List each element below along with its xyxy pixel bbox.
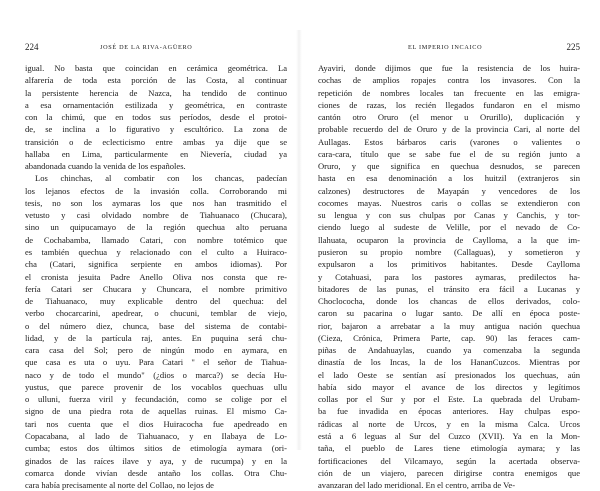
right-page-text (318, 62, 580, 491)
text-line: transición o de eclecticismo entre ambas ya dije que se (25, 136, 287, 147)
text-line: vetusto y casi olvidado nombre de Tiahuanaco (Chucara), (25, 210, 287, 221)
text-line: ginados de las raíces ilave y aya, y de rucumpa) y en la (25, 455, 287, 466)
text-line: avanzaran del lado meridional. En el centro, arriba de Ve- (318, 480, 516, 491)
text-line: repetición de nombres locales tan frecuente en las emigra- (318, 87, 580, 98)
text-line: cocomes mayas. Nuestros caris o collas se extendieron con (318, 197, 580, 208)
text-line: Aullagas. Estos bárbaros caris (varones o valientes o (318, 136, 580, 147)
text-line: o del número diez, chunca, base del sistema de contabi- (25, 320, 287, 331)
book-gutter (296, 30, 302, 450)
right-running-head: EL IMPERIO INCAICO (408, 44, 483, 51)
text-line: el cronista jesuita Padre Anello Oliva nos consta que re- (25, 271, 287, 282)
text-line: los lejanos efectos de la invasión colla. Corroborando mi (25, 185, 287, 196)
text-line: fortificaciones del Vilcamayo, según la acertada observa- (318, 455, 580, 466)
text-line: cara-cara, título que se sabe fue el de su región junto a (318, 148, 580, 159)
text-line: de Cochabamba, llamado Catari, con nombre totémico que (25, 234, 287, 245)
text-line: comarca donde vivían desde antaño los collas. Otra Chu- (25, 467, 287, 478)
text-line: (Cieza, Crónica, Primera Parte, cap. 90) las feraces cam- (318, 332, 580, 343)
text-line: rior, bajaron a arrebatar a la muy antigua nación quechua (318, 320, 580, 331)
text-line: de, se inclina a lo figurativo y escultórico. La zona de (25, 124, 287, 135)
text-line: y Cotahuasi, para los pastores aymaras, predilectos ha- (318, 271, 580, 282)
text-line: Copacabana, al lado de Tiahuanaco, y en Ilabaya de Lo- (25, 430, 287, 441)
left-page (25, 40, 287, 491)
text-line: naco y de todo el mundo" (¿dios o marca?) se decía Hu- (25, 369, 287, 380)
text-line: igual. No basta que coincidan en cerámica geométrica. La (25, 63, 287, 73)
text-line: de Tiahuanaco, muy explicable dentro del quechua: del (25, 296, 287, 307)
text-line: lidad, y de la partícula raj, antes. En puquina será chu- (25, 332, 287, 343)
left-page-text (25, 62, 287, 491)
text-line: bitadores de las punas, el tránsito era fácil a Lucanas y (318, 283, 580, 294)
text-line: dinastía de los Incas, la de los HananCuzcos. Mientras por (318, 357, 580, 368)
text-line: su lengua y con sus chulpas por Canas y Canchis, y tor- (318, 210, 580, 221)
text-line: cara había precisamente al norte del Collao, no lejos de (25, 480, 214, 491)
text-line: a esa ornamentación estilizada y geométrica, en contraste (25, 99, 287, 110)
text-line: había sido mayor el avance de los directos y legítimos (318, 381, 580, 392)
text-line: el lado Oeste se sentían así presionados los quechuas, aún (318, 369, 580, 380)
text-line: rádicas al norte de Urcos, y en la misma Calca. Urcos (318, 418, 580, 429)
text-line: con la chimú, que en todos sus períodos, desde el protoi- (25, 112, 287, 123)
text-line: Oruro, y que significa en quechua desnudos, se parecen (318, 161, 580, 172)
text-line: ba fue invadida en épocas anteriores. Hay chulpas espo- (318, 406, 580, 417)
left-page-header (25, 40, 287, 54)
text-line: piñas de Andahuaylas, cuando ya comenzaba la segunda (318, 345, 580, 356)
text-line: cha (Catari, significa serpiente en ambos idiomas). Por (25, 259, 287, 270)
text-line: cantón otro Oruro (el menor u Orurillo), duplicación y (318, 112, 580, 123)
text-line: alfarería de toda esta porción de las Costa, al continuar (25, 75, 287, 86)
text-line: abandonada cuando la venida de los españoles. (25, 161, 186, 172)
text-line: fería Catari ser Chucara y Chuncara, el nombre primitivo (25, 283, 287, 294)
text-line: es también quechua y relacionado con el culto a Huiraco- (25, 246, 287, 257)
text-line: Choclococha, donde los chancas de ellos derivados, colo- (318, 296, 580, 307)
text-line: calzones) destructores de Mayapán y vencedores de los (318, 185, 580, 196)
text-line: caron su pacarina o lugar santo. De allí en época poste- (318, 308, 580, 319)
left-page-number: 224 (25, 42, 39, 52)
text-line: cara casa del Sol; pero de ningún modo en aymara, en (25, 345, 287, 356)
text-line: la persistente herencia de Nazca, ha tendido de continuo (25, 87, 287, 98)
text-line: cumba; estos dos últimos sitios de etimología aymara (ori- (25, 443, 287, 454)
right-page-number: 225 (566, 42, 580, 52)
text-line: está a 6 leguas al Sur del Cuzco (XVII). Ya en la Mon- (318, 430, 580, 441)
text-line: que casa es uta o uyu. Para Catari " el señor de Tiahua- (25, 357, 287, 368)
text-line: expulsaron a los primitivos habitantes. Desde Caylloma (318, 259, 580, 270)
text-line: collas por el Sur y por el Este. La quebrada del Urubam- (318, 394, 580, 405)
right-page-header (318, 40, 580, 54)
text-line: taña, el pueblo de Lares tiene etimología aymara; y las (318, 443, 580, 454)
text-line: verbo chocarcarini, apedrear, o chucuni, temblar de viejo, (25, 308, 287, 319)
text-line: hasta en esa denominación a los huitzil (extranjeros sin (318, 173, 580, 184)
text-line: ciones de razas, los recién llegados fundaron en el mismo (318, 99, 580, 110)
text-line: Ayaviri, donde dijimos que fue la resistencia de los huira- (318, 63, 580, 73)
text-line: tari nos cuenta que el dios Huiracocha fue apedreado en (25, 418, 287, 429)
right-page (318, 40, 580, 491)
text-line: Los chinchas, al combatir con los chancas, padecían (35, 173, 287, 184)
text-line: probable recuerdo del de Oruro y de la provincia Cari, al norte del (318, 124, 580, 135)
text-line: pusieron su propio nombre (Callaguas), y sometieron y (318, 246, 580, 257)
text-line: ciendo luego al sudeste de Velille, por el nevado de Co- (318, 222, 580, 233)
text-line: o ulluni, fuerza viril y fecundación, como se colige por el (25, 394, 287, 405)
text-line: ción de un viajero, parecen dirigirse contra enemigos que (318, 467, 580, 478)
text-line: cochas de amplios ropajes contra los invasores. Con la (318, 75, 580, 86)
text-line: llahuata, ocuparon la provincia de Caylloma, a la que im- (318, 234, 580, 245)
text-line: tesis, no son los aymaras los que nos han trasmitido el (25, 197, 287, 208)
text-line: hallaba en Lima, particularmente en Nievería, ciudad ya (25, 148, 287, 159)
text-line: yustus, que parece provenir de los vocablos quechuas ullu (25, 381, 287, 392)
left-running-head: JOSÉ DE LA RIVA-AGÜERO (100, 44, 193, 51)
text-line: sino un quipucamayo de la región quechua alto peruana (25, 222, 287, 233)
text-line: signo de una piedra rota de aquellas ruinas. El mismo Ca- (25, 406, 287, 417)
